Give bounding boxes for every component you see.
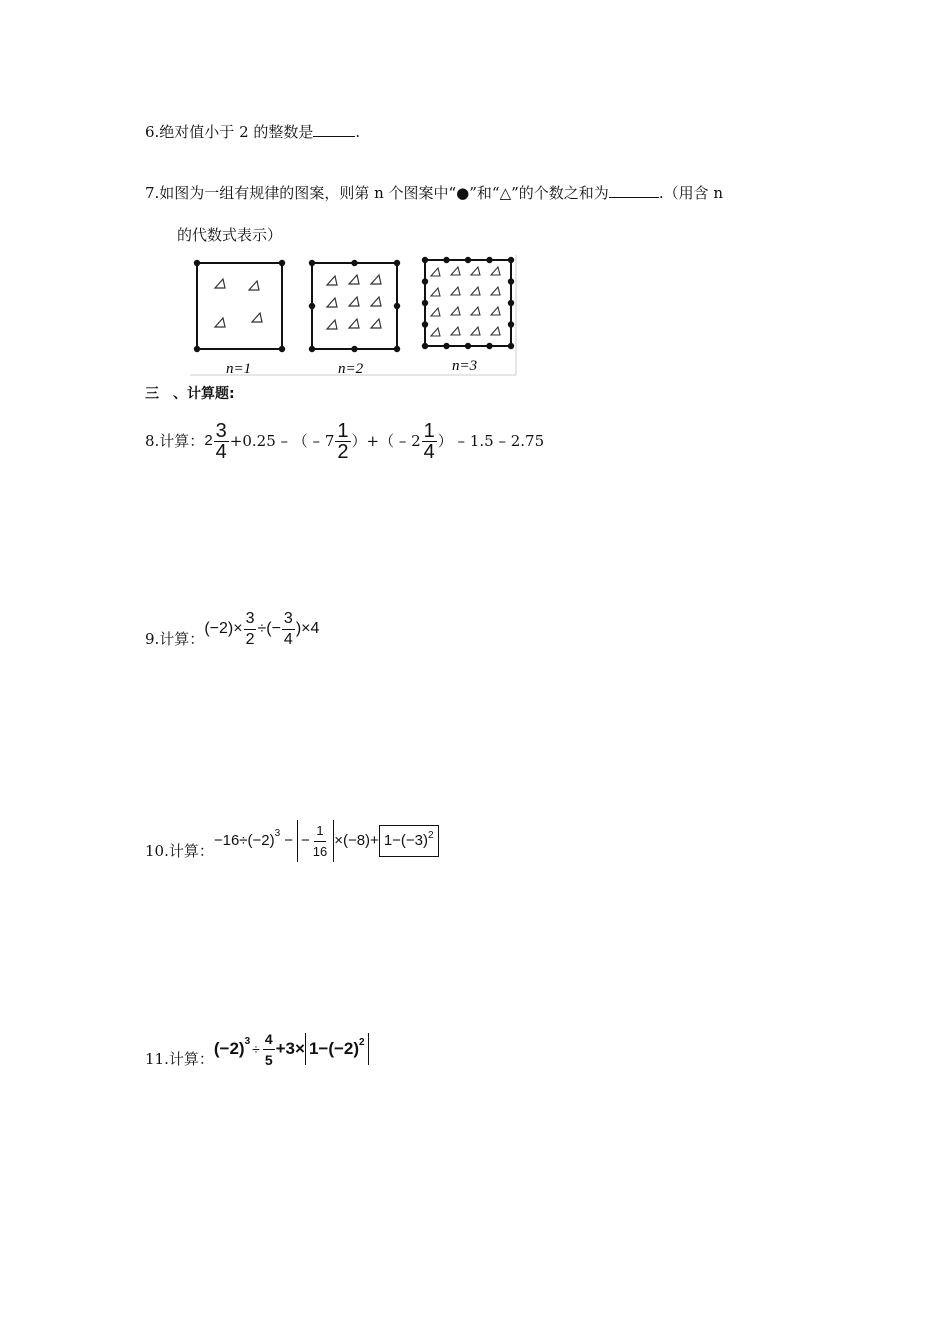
question-10 bbox=[145, 818, 439, 864]
figure-label-n2: n=2 bbox=[338, 361, 364, 377]
section-title: 三 、计算题: bbox=[145, 386, 235, 402]
numerator: 3 bbox=[215, 419, 227, 442]
bracket-expression bbox=[379, 825, 439, 857]
exponent: 3 bbox=[274, 828, 281, 839]
question-6-end: . bbox=[355, 123, 361, 141]
question-7-end: .（用含 n bbox=[658, 184, 724, 202]
numerator: 1 bbox=[314, 821, 325, 842]
question-8-label: 8.计算： bbox=[145, 432, 205, 450]
figure-label-n3: n=3 bbox=[452, 358, 478, 374]
exponent: 2 bbox=[428, 830, 434, 841]
denominator: 2 bbox=[245, 630, 255, 648]
absolute-value: − $\frac{1}{16}$ bbox=[297, 820, 334, 862]
fraction-1-4 bbox=[422, 421, 437, 462]
expr-part: ×(−8)+ bbox=[334, 832, 379, 849]
expr-part: ）+（ – 2 bbox=[351, 432, 421, 450]
question-11-label: 11.计算： bbox=[145, 1050, 214, 1068]
denominator: 2 bbox=[337, 440, 349, 463]
numerator: 3 bbox=[244, 609, 257, 630]
expr-part: −16÷(−2) bbox=[213, 832, 275, 849]
question-7-line-2: 的代数式表示） bbox=[177, 226, 283, 244]
expr-part: (−2)× bbox=[204, 620, 243, 637]
denominator: 4 bbox=[283, 630, 293, 648]
expr-part: 1−(−3) bbox=[383, 832, 429, 849]
question-8 bbox=[145, 418, 544, 464]
expr-part: 1−(−2) bbox=[308, 1039, 360, 1058]
denominator: 4 bbox=[215, 440, 227, 463]
fraction-3-4 bbox=[214, 421, 229, 462]
question-7-text: 7.如图为一组有规律的图案，则第 n 个图案中“●”和“△”的个数之和为 bbox=[145, 184, 609, 202]
question-11 bbox=[145, 1026, 369, 1072]
mixed-whole-1: 2 bbox=[204, 432, 213, 449]
numerator: 1 bbox=[423, 419, 435, 442]
denominator: 16 bbox=[312, 843, 328, 859]
denominator: 5 bbox=[264, 1051, 273, 1068]
answer-blank bbox=[609, 183, 659, 198]
figure-label-n1: n=1 bbox=[226, 361, 252, 377]
expr-part: − bbox=[284, 832, 293, 849]
expr-part: +0.25 – （ – 7 bbox=[229, 432, 335, 450]
expr-part: ÷(− bbox=[257, 620, 281, 637]
fraction-3-2 bbox=[244, 609, 257, 650]
expr-part: (−2) bbox=[213, 1039, 245, 1058]
question-6 bbox=[145, 122, 360, 142]
numerator: 3 bbox=[282, 609, 295, 630]
expr-part: ÷ bbox=[252, 1041, 260, 1057]
pattern-figure bbox=[190, 255, 518, 377]
numerator: 1 bbox=[337, 419, 349, 442]
answer-blank bbox=[313, 122, 355, 137]
exponent: 3 bbox=[244, 1036, 251, 1047]
fraction-4-5 bbox=[263, 1029, 275, 1070]
fraction-1-16 bbox=[311, 821, 329, 862]
expr-part: +3× bbox=[275, 1039, 305, 1058]
fraction-3-4 bbox=[282, 609, 295, 650]
question-10-label: 10.计算： bbox=[145, 842, 214, 860]
absolute-value bbox=[305, 1033, 369, 1065]
expr-part: )×4 bbox=[295, 620, 320, 637]
question-6-text: 6.绝对值小于 2 的整数是 bbox=[145, 123, 314, 141]
denominator: 4 bbox=[423, 440, 435, 463]
expr-part: ） – 1.5 – 2.75 bbox=[437, 432, 545, 450]
question-7-line-1 bbox=[145, 183, 723, 203]
question-9-label: 9.计算： bbox=[145, 630, 205, 648]
numerator: 4 bbox=[263, 1029, 275, 1050]
fraction-1-2 bbox=[335, 421, 350, 462]
exponent: 2 bbox=[359, 1037, 365, 1048]
question-9 bbox=[145, 606, 319, 652]
